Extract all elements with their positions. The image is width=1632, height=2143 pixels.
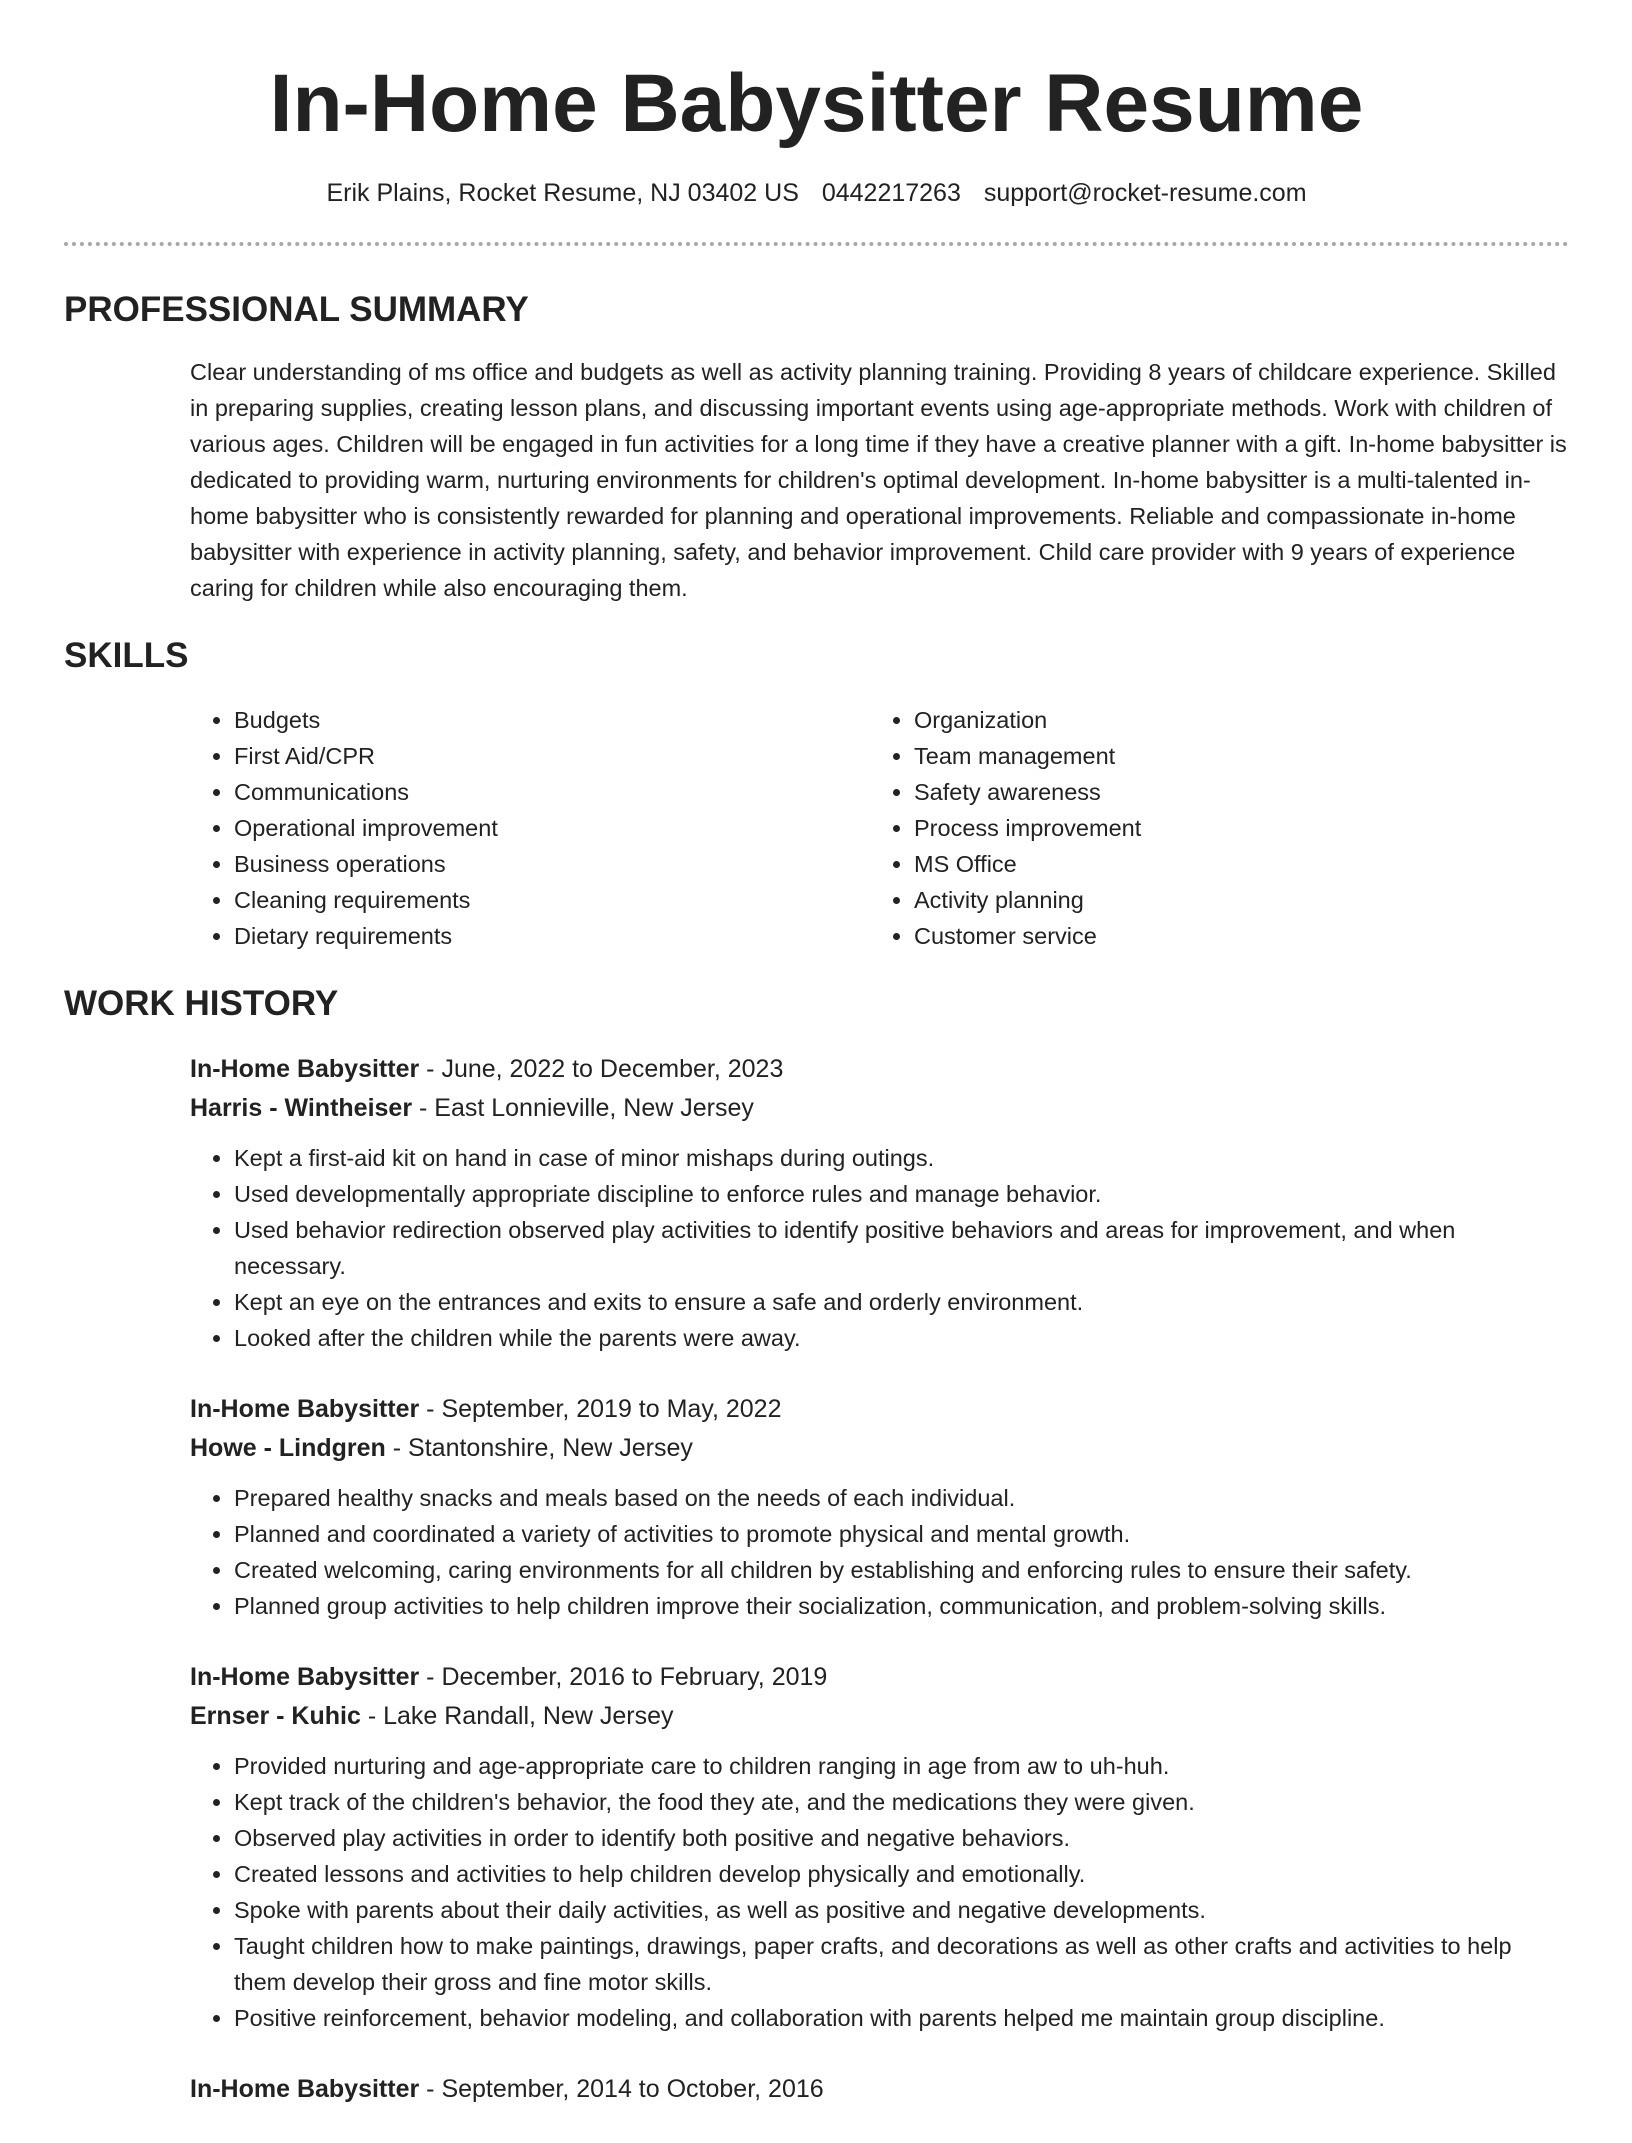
skill-item: • Dietary requirements: [234, 918, 870, 954]
job-entry: [190, 1658, 1569, 2036]
job-bullet: • Provided nurturing and age-appropriate care to children ranging in age from aw to uh-huh.: [234, 1748, 1569, 1784]
job-employer-line: Harris - Wintheiser - East Lonnieville, New Jersey: [190, 1094, 754, 1122]
job-bullet: • Created welcoming, caring environments for all children by establishing and enforcing rules to ensure their safety.: [234, 1552, 1569, 1588]
skill-item: • MS Office: [914, 846, 1550, 882]
job-bullet: • Spoke with parents about their daily activities, as well as positive and negative developments.: [234, 1892, 1569, 1928]
job-bullet: • Planned and coordinated a variety of activities to promote physical and mental growth.: [234, 1516, 1569, 1552]
work-history-heading: WORK HISTORY: [64, 984, 339, 1023]
skill-item: • Cleaning requirements: [234, 882, 870, 918]
work-history-list: [190, 1050, 1569, 2109]
job-employer: Ernser - Kuhic: [190, 1702, 361, 1730]
job-title: In-Home Babysitter: [190, 2075, 420, 2103]
skill-item: • Budgets: [234, 702, 870, 738]
job-bullet: • Positive reinforcement, behavior modeling, and collaboration with parents helped me maintain group discipline.: [234, 2000, 1569, 2036]
skill-item: • Process improvement: [914, 810, 1550, 846]
job-bullet: • Observed play activities in order to identify both positive and negative behaviors.: [234, 1820, 1569, 1856]
job-entry: [190, 1050, 1569, 1356]
job-entry: [190, 1390, 1569, 1624]
job-title-line: In-Home Babysitter - September, 2019 to May, 2022: [190, 1395, 782, 1423]
summary-heading: PROFESSIONAL SUMMARY: [64, 290, 529, 329]
skill-item: • Team management: [914, 738, 1550, 774]
job-location: Lake Randall, New Jersey: [383, 1702, 674, 1730]
contact-email: support@rocket-resume.com: [983, 179, 1307, 207]
job-bullets: [190, 1748, 1569, 2036]
skills-list: [190, 702, 1569, 954]
job-title-line: In-Home Babysitter - June, 2022 to December, 2023: [190, 1055, 784, 1083]
skills-column-left: [190, 702, 870, 954]
job-employer: Harris - Wintheiser: [190, 1094, 413, 1122]
job-entry: [190, 2070, 1569, 2109]
header-divider: [64, 242, 1569, 246]
job-bullet: • Kept a first-aid kit on hand in case of minor mishaps during outings.: [234, 1140, 1569, 1176]
skill-item: • Safety awareness: [914, 774, 1550, 810]
skill-item: • First Aid/CPR: [234, 738, 870, 774]
skill-item: • Communications: [234, 774, 870, 810]
skill-item: • Organization: [914, 702, 1550, 738]
job-bullet: • Kept an eye on the entrances and exits to ensure a safe and orderly environment.: [234, 1284, 1569, 1320]
skill-item: • Business operations: [234, 846, 870, 882]
job-bullet: • Looked after the children while the parents were away.: [234, 1320, 1569, 1356]
job-bullet: • Prepared healthy snacks and meals based on the needs of each individual.: [234, 1480, 1569, 1516]
job-dates: December, 2016 to February, 2019: [441, 1663, 828, 1691]
job-bullets: [190, 1480, 1569, 1624]
summary-text: Clear understanding of ms office and budgets as well as activity planning training. Providing 8 years of childcare experience. Skilled in preparing supplies, creating lesson plans, and discussing important events using age-appropriate methods. Work with children of various ages. Children will be engaged in fun activities for a long time if they have a creative planner with a gift. In-home babysitter is dedicated to providing warm, nurturing environments for children's optimal development. In-home babysitter is a multi-talented in-home babysitter who is consistently rewarded for planning and operational improvements. Reliable and compassionate in-home babysitter with experience in activity planning, safety, and behavior improvement. Child care provider with 9 years of experience caring for children while also encouraging them.: [190, 359, 1567, 601]
job-title: In-Home Babysitter: [190, 1663, 420, 1691]
job-bullet: • Used behavior redirection observed play activities to identify positive behaviors and areas for improvement, and when necessary.: [234, 1212, 1569, 1284]
job-bullet: • Used developmentally appropriate discipline to enforce rules and manage behavior.: [234, 1176, 1569, 1212]
resume-page: [64, 0, 1569, 2143]
skills-heading: SKILLS: [64, 636, 189, 675]
job-bullet: • Planned group activities to help children improve their socialization, communication, and problem-solving skills.: [234, 1588, 1569, 1624]
skills-column-right: [870, 702, 1550, 954]
job-bullet: • Created lessons and activities to help children develop physically and emotionally.: [234, 1856, 1569, 1892]
job-bullet: • Kept track of the children's behavior, the food they ate, and the medications they were given.: [234, 1784, 1569, 1820]
job-bullet: • Taught children how to make paintings, drawings, paper crafts, and decorations as well as other crafts and activities to help them develop their gross and fine motor skills.: [234, 1928, 1569, 2000]
contact-phone: 0442217263: [821, 179, 961, 207]
resume-title: In-Home Babysitter Resume: [269, 58, 1364, 149]
skill-item: • Operational improvement: [234, 810, 870, 846]
contact-address: Erik Plains, Rocket Resume, NJ 03402 US: [326, 179, 799, 207]
job-location: Stantonshire, New Jersey: [408, 1434, 693, 1462]
skill-item: • Customer service: [914, 918, 1550, 954]
job-title: In-Home Babysitter: [190, 1055, 420, 1083]
job-title-line: In-Home Babysitter - September, 2014 to October, 2016: [190, 2075, 824, 2103]
job-bullets: [190, 1140, 1569, 1356]
job-dates: September, 2014 to October, 2016: [441, 2075, 824, 2103]
job-dates: September, 2019 to May, 2022: [441, 1395, 782, 1423]
job-employer: Howe - Lindgren: [190, 1434, 386, 1462]
job-dates: June, 2022 to December, 2023: [441, 1055, 784, 1083]
job-employer-line: Ernser - Kuhic - Lake Randall, New Jersey: [190, 1702, 674, 1730]
job-title: In-Home Babysitter: [190, 1395, 420, 1423]
job-location: East Lonnieville, New Jersey: [434, 1094, 754, 1122]
skill-item: • Activity planning: [914, 882, 1550, 918]
contact-line: [64, 178, 1569, 208]
job-employer-line: Howe - Lindgren - Stantonshire, New Jersey: [190, 1434, 693, 1462]
job-title-line: In-Home Babysitter - December, 2016 to February, 2019: [190, 1663, 828, 1691]
